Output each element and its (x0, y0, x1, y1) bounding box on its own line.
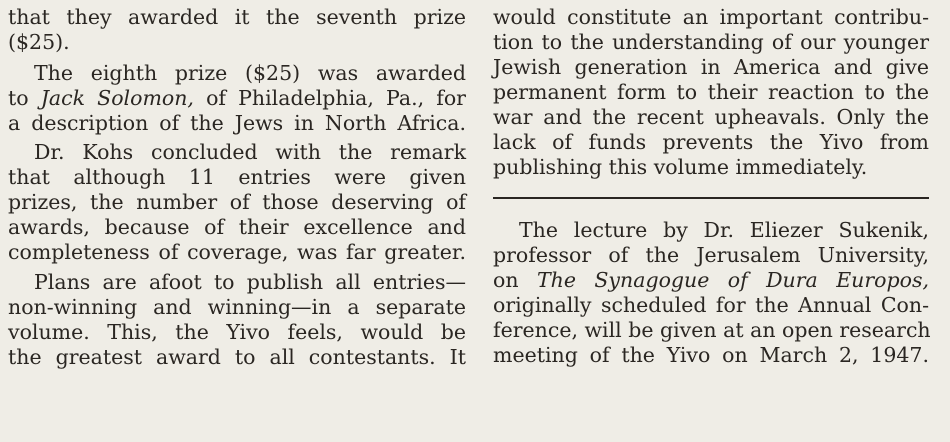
text-line: ference, will be given at an open research (493, 318, 931, 342)
text-line (8, 86, 466, 111)
person-name-italic: Jack Solomon, (40, 86, 194, 110)
text-line: that although 11 entries were given (8, 165, 466, 189)
text-line: tion to the understanding of our younger (493, 30, 929, 54)
text-line: lack of funds prevents the Yivo from (493, 130, 929, 154)
text-line (493, 268, 929, 293)
text-line: volume. This, the Yivo feels, would be (8, 320, 466, 344)
text-line: Jewish generation in America and give (493, 55, 929, 79)
text-line: Plans are afoot to publish all entries— (34, 270, 466, 294)
text-line: completeness of coverage, was far greater. (8, 240, 466, 264)
text-line: awards, because of their excellence and (8, 215, 466, 239)
text-line: The eighth prize ($25) was awarded (34, 61, 466, 85)
lecture-title-italic: The Synagogue of Dura Europos, (536, 268, 930, 292)
text-line: professor of the Jerusalem University, (493, 243, 929, 267)
text-line: non-winning and winning—in a separate (8, 295, 466, 319)
text-run: on (493, 268, 537, 292)
text-line: a description of the Jews in North Africa. (8, 111, 466, 135)
text-line: that they awarded it the seventh prize (8, 5, 466, 29)
section-divider (493, 197, 929, 199)
text-line: the greatest award to all contestants. It (8, 345, 466, 369)
text-line: The lecture by Dr. Eliezer Sukenik, (519, 218, 929, 242)
text-line: war and the recent upheavals. Only the (493, 105, 929, 129)
text-run: to (8, 86, 41, 110)
text-line: meeting of the Yivo on March 2, 1947. (493, 343, 929, 367)
text-line: Dr. Kohs concluded with the remark (34, 140, 466, 164)
text-line: publishing this volume immediately. (493, 155, 868, 179)
text-run: of Philadelphia, Pa., for (193, 86, 466, 110)
text-line: originally scheduled for the Annual Con- (493, 293, 929, 317)
text-line: ($25). (8, 30, 70, 54)
text-line: would constitute an important contribu- (493, 5, 929, 29)
text-line: permanent form to their reaction to the (493, 80, 929, 104)
text-line: prizes, the number of those deserving of (8, 190, 466, 214)
